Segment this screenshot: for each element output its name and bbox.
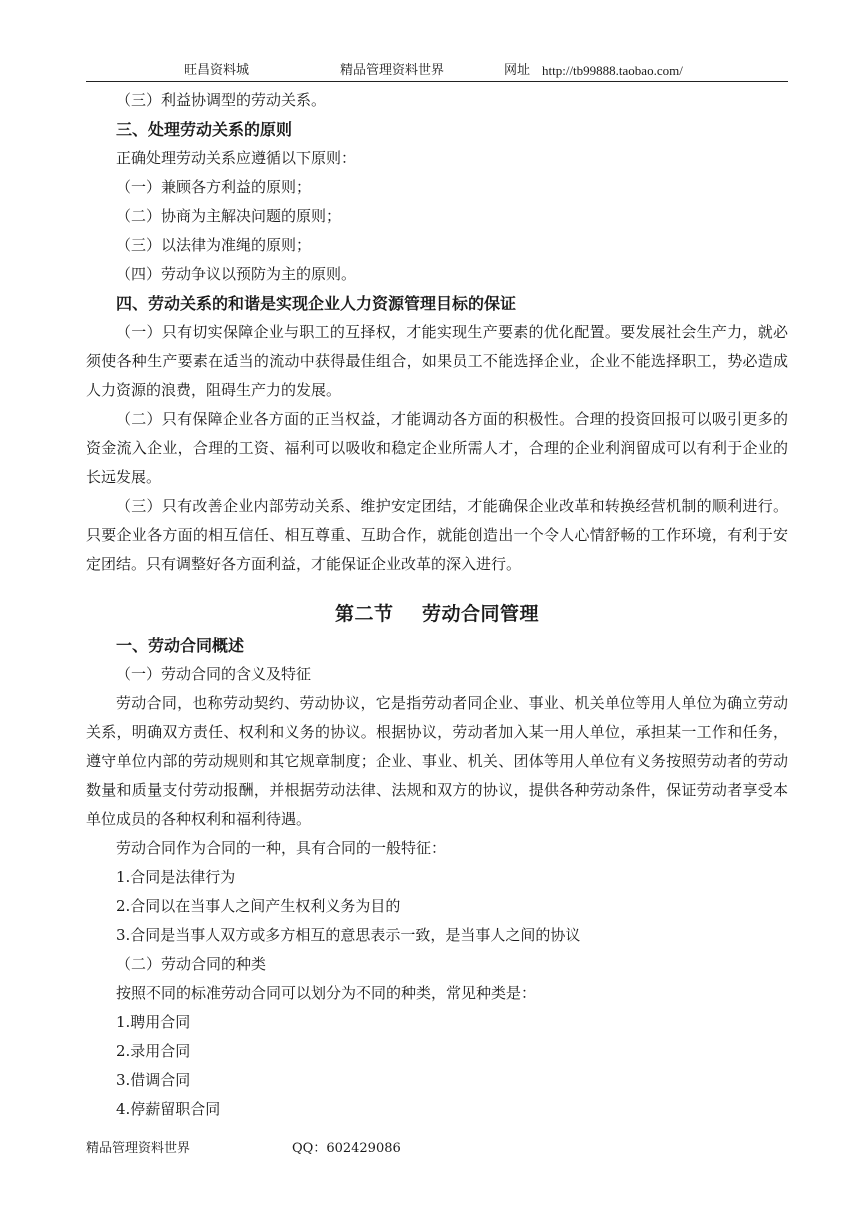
heading-harmony: 四、劳动关系的和谐是实现企业人力资源管理目标的保证 <box>116 294 517 313</box>
paragraph-harmony: （一）只有切实保障企业与职工的互择权，才能实现生产要素的优化配置。要发展社会生产力，就必须使各种生产要素在适当的流动中获得最佳组合，如果员工不能选择企业，企业不能选择职工，势必造成人力资源的浪费，阻碍生产力的发展。 <box>86 323 788 399</box>
paragraph-types-intro: 按照不同的标准劳动合同可以划分为不同的种类，常见种类是： <box>116 984 537 1002</box>
footer-site-name: 精品管理资料世界 <box>86 1141 191 1156</box>
list-item-type: 4.停薪留职合同 <box>116 1100 221 1118</box>
list-item-principle: （一）兼顾各方利益的原则； <box>116 178 312 196</box>
page-header <box>86 62 788 80</box>
paragraph-interest-coordination: （三）利益协调型的劳动关系。 <box>116 91 327 109</box>
list-item-type: 2.录用合同 <box>116 1042 191 1060</box>
list-item-type: 3.借调合同 <box>116 1071 191 1089</box>
list-item-feature: 2.合同以在当事人之间产生权利义务为目的 <box>116 897 401 915</box>
list-item-type: 1.聘用合同 <box>116 1013 191 1031</box>
page-footer <box>86 1140 788 1158</box>
paragraph-principles-intro: 正确处理劳动关系应遵循以下原则： <box>116 149 357 167</box>
header-slogan: 精品管理资料世界 <box>340 63 445 78</box>
paragraph-features-intro: 劳动合同作为合同的一种，具有合同的一般特征： <box>116 839 447 857</box>
paragraph-harmony: （二）只有保障企业各方面的正当权益，才能调动各方面的积极性。合理的投资回报可以吸引更多的资金流入企业，合理的工资、福利可以吸收和稳定企业所需人才，合理的企业利润留成可以有利于企业的长远发展。 <box>86 410 788 486</box>
list-item-principle: （四）劳动争议以预防为主的原则。 <box>116 265 357 283</box>
header-divider <box>86 81 788 82</box>
paragraph-harmony: （三）只有改善企业内部劳动关系、维护安定团结，才能确保企业改革和转换经营机制的顺利进行。只要企业各方面的相互信任、相互尊重、互助合作，就能创造出一个令人心情舒畅的工作环境，有利于安定团结。只有调整好各方面利益，才能保证企业改革的深入进行。 <box>86 497 788 573</box>
paragraph-contract-definition: 劳动合同，也称劳动契约、劳动协议，它是指劳动者同企业、事业、机关单位等用人单位为确立劳动关系，明确双方责任、权利和义务的协议。根据协议，劳动者加入某一用人单位，承担某一工作和任务，遵守单位内部的劳动规则和其它规章制度；企业、事业、机关、团体等用人单位有义务按照劳动者的劳动数量和质量支付劳动报酬，并根据劳动法律、法规和双方的协议，提供各种劳动条件，保证劳动者享受本单位成员的各种权利和福利待遇。 <box>86 694 788 828</box>
section-title <box>86 597 788 631</box>
heading-contract-overview: 一、劳动合同概述 <box>116 636 245 655</box>
list-item-principle: （二）协商为主解决问题的原则； <box>116 207 342 225</box>
list-item-feature: 1.合同是法律行为 <box>116 868 236 886</box>
list-item-feature: 3.合同是当事人双方或多方相互的意思表示一致，是当事人之间的协议 <box>116 926 581 944</box>
header-site-name: 旺昌资料城 <box>184 63 250 78</box>
subheading-contract-meaning: （一）劳动合同的含义及特征 <box>116 665 312 683</box>
list-item-principle: （三）以法律为准绳的原则； <box>116 236 312 254</box>
heading-principles: 三、处理劳动关系的原则 <box>116 120 293 139</box>
section-title-text: 第二节 劳动合同管理 <box>335 603 539 625</box>
header-url-link[interactable]: http://tb99888.taobao.com/ <box>542 63 683 78</box>
subheading-contract-types: （二）劳动合同的种类 <box>116 955 267 973</box>
header-url-label: 网址 <box>504 63 531 78</box>
document-body <box>86 86 788 1124</box>
footer-qq: QQ：602429086 <box>292 1141 401 1156</box>
